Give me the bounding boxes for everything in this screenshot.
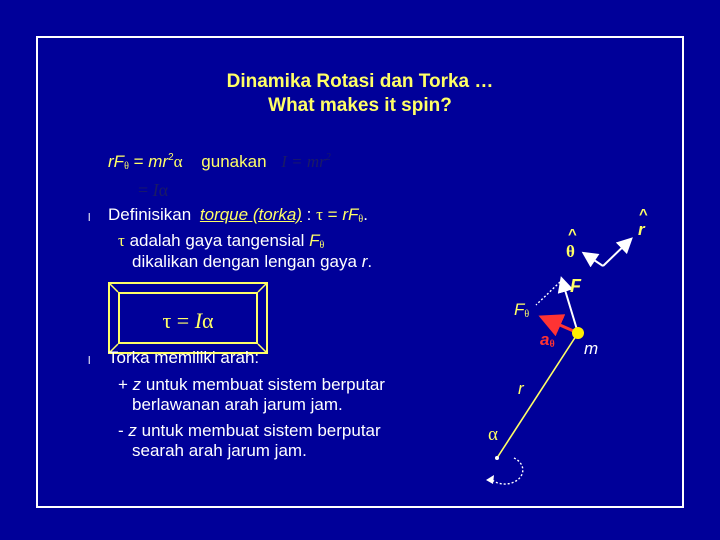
- a-theta-sub: θ: [549, 339, 555, 350]
- colon: :: [301, 205, 317, 224]
- pivot-point: [495, 456, 499, 460]
- def-theta-sub: θ: [358, 214, 364, 225]
- desc-theta-sub: θ: [319, 240, 325, 251]
- def-tau: τ: [316, 205, 323, 224]
- eq-alpha: α: [173, 152, 183, 171]
- eq-faded-square: 2: [325, 152, 331, 163]
- desc-line2-r: r: [361, 252, 368, 271]
- minus-z-line-2: searah arah jarum jam.: [132, 441, 307, 460]
- desc-line2-text: dikalikan dengan lengan gaya: [132, 252, 362, 271]
- desc-text: adalah gaya tangensial: [124, 231, 310, 250]
- mass-dot: [572, 327, 584, 339]
- title-line-1: Dinamika Rotasi dan Torka …: [226, 71, 494, 92]
- plus-z: z: [132, 375, 142, 394]
- eq-theta-sub: θ: [124, 161, 129, 172]
- eq-faded-text: I = mr: [281, 152, 326, 171]
- minus-sign: -: [118, 421, 129, 440]
- alpha-rotation-arrowhead: [486, 475, 494, 484]
- r-hat-caret: ^: [639, 206, 648, 223]
- desc-F: F: [309, 231, 320, 250]
- theta-hat-caret: ^: [568, 226, 577, 243]
- eq-r2: r: [162, 152, 169, 171]
- radius-label: r: [518, 379, 524, 398]
- f-theta-F: F: [514, 300, 525, 319]
- f-theta-sub: θ: [524, 309, 530, 320]
- radius-line: [497, 333, 578, 458]
- a-theta-a: a: [540, 330, 550, 349]
- def-r: r: [342, 205, 348, 224]
- define-label: Definisikan: [108, 205, 192, 224]
- def-dot: .: [363, 205, 368, 224]
- def-eq: =: [322, 205, 343, 224]
- eq-use-label: gunakan: [201, 152, 267, 171]
- direction-heading: Torka memiliki arah:: [108, 348, 260, 367]
- faded-eq: =: [138, 180, 153, 200]
- title-line-2: What makes it spin?: [268, 95, 452, 116]
- r-hat-arrow: [603, 240, 630, 266]
- alpha-label: α: [488, 424, 498, 445]
- minus-text: untuk membuat sistem berputar: [136, 421, 381, 440]
- box-tau: τ: [162, 308, 172, 333]
- f-theta-label: [514, 300, 529, 320]
- def-F: F: [348, 205, 359, 224]
- plus-text: untuk membuat sistem berputar: [141, 375, 385, 394]
- theta-hat-letter: θ: [566, 242, 575, 261]
- theta-hat-arrow: [585, 254, 603, 266]
- bullet-marker-1: l: [88, 212, 91, 224]
- desc-tau: τ: [118, 231, 125, 250]
- mass-label: m: [584, 339, 599, 358]
- eq-m: m: [148, 152, 163, 171]
- eq-square: 2: [168, 152, 174, 163]
- eq-F: F: [113, 152, 125, 171]
- faded-alpha: α: [158, 180, 169, 200]
- bullet-marker-2: l: [88, 355, 91, 367]
- plus-sign: +: [118, 375, 133, 394]
- eq-r: r: [108, 152, 114, 171]
- force-label: F: [570, 276, 581, 296]
- faded-I: I: [152, 180, 159, 200]
- plus-z-line-2: berlawanan arah jarum jam.: [132, 395, 343, 414]
- torque-term: torque (torka): [199, 205, 302, 224]
- alpha-rotation-arc: [490, 458, 523, 484]
- a-theta-label: [540, 330, 555, 350]
- force-component-dotted-line: [536, 282, 560, 305]
- r-hat-letter: r: [638, 220, 645, 239]
- box-eq: =: [171, 308, 195, 333]
- eq-equals: =: [128, 152, 149, 171]
- box-I: I: [194, 308, 203, 333]
- box-alpha: α: [202, 308, 214, 333]
- minus-z: z: [128, 421, 137, 440]
- desc-line2-dot: .: [367, 252, 373, 271]
